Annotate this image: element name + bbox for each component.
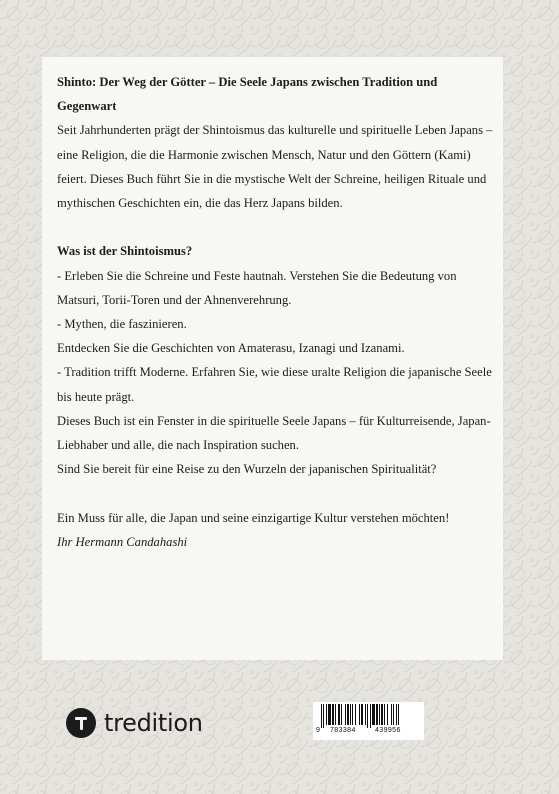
barcode-group-2: 439956	[375, 727, 401, 734]
spacer	[57, 481, 497, 505]
publisher-name: tredition	[104, 709, 203, 737]
list-item: Entdecken Sie die Geschichten von Amaterasu, Izanagi und Izanami.	[57, 341, 405, 356]
list-item: - Erleben Sie die Schreine und Feste hautnah. Verstehen Sie die Bedeutung von Matsuri, Torii-Toren und der Ahnenverehrung.	[57, 268, 457, 307]
list-item: Sind Sie bereit für eine Reise zu den Wurzeln der japanischen Spiritualität?	[57, 462, 437, 477]
tredition-logo-icon	[66, 708, 96, 738]
intro-paragraph: Seit Jahrhunderten prägt der Shintoismus das kulturelle und spirituelle Leben Japans – eine Religion, die die Harmonie zwischen Mensch, Natur und den Göttern (Kami) feiert. Dieses Buch führt Sie in die mystische Welt der Schreine, heiligen Rituale und mythischen Geschichten ein, die das Herz Japans bilden.	[57, 123, 493, 211]
list-item: - Tradition trifft Moderne. Erfahren Sie, wie diese uralte Religion die japanische Seele bis heute prägt.	[57, 365, 492, 404]
publisher-logo	[66, 707, 203, 739]
isbn-barcode	[313, 702, 424, 740]
book-title: Shinto: Der Weg der Götter – Die Seele Japans zwischen Tradition und Gegenwart	[57, 75, 438, 114]
text-panel	[42, 57, 503, 660]
section-heading: Was ist der Shintoismus?	[57, 244, 193, 259]
blurb-text	[57, 70, 497, 554]
list-item: - Mythen, die faszinieren.	[57, 317, 187, 332]
closing-paragraph: Ein Muss für alle, die Japan und seine einzigartige Kultur verstehen möchten!	[57, 510, 450, 525]
barcode-group-1: 783384	[330, 727, 356, 734]
list-item: Dieses Buch ist ein Fenster in die spirituelle Seele Japans – für Kulturreisende, Japan-Liebhaber und alle, die nach Inspiration suchen.	[57, 413, 491, 453]
spacer	[57, 215, 497, 239]
barcode-bars	[321, 704, 416, 728]
barcode-prefix: 9	[316, 727, 321, 734]
signature: Ihr Hermann Candahashi	[57, 534, 188, 549]
